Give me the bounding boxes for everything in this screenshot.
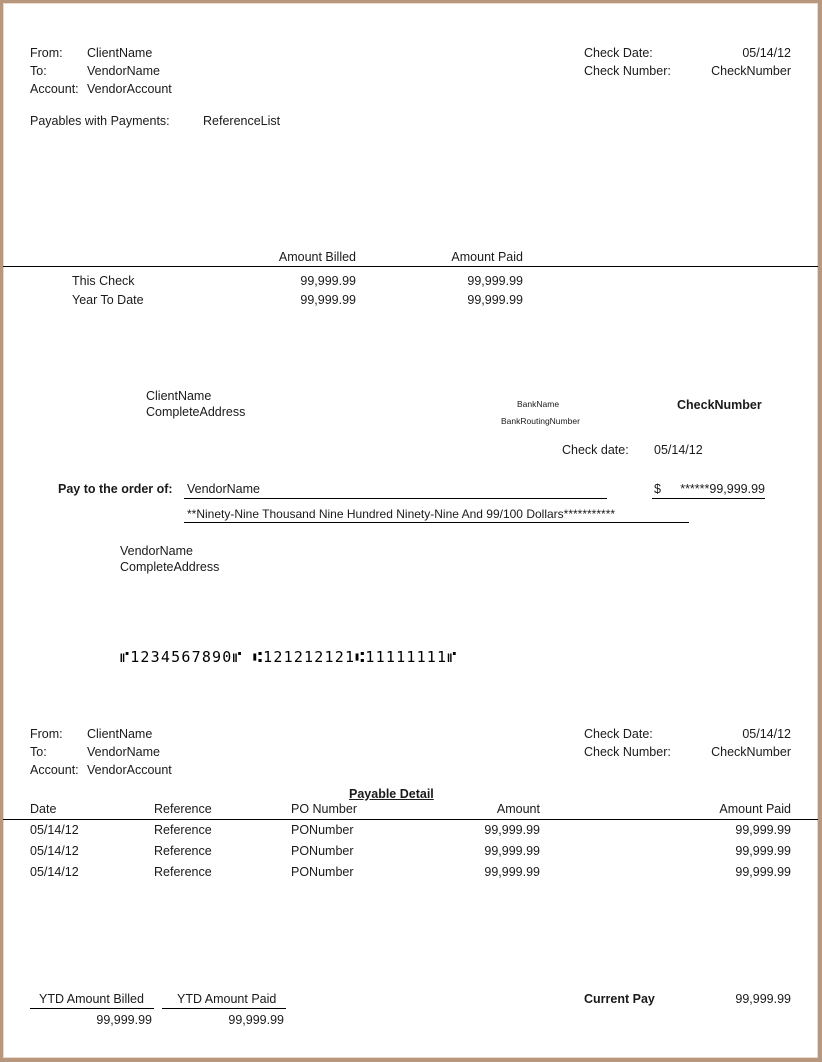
stub1-row-label: This Check: [72, 274, 135, 288]
stub1-row-billed: 99,999.99: [300, 274, 356, 288]
stub1-account-value: VendorAccount: [87, 82, 172, 96]
ytd-billed-rule: [30, 1008, 154, 1009]
payee-line: [184, 498, 607, 499]
detail-row-reference: Reference: [154, 823, 212, 837]
stub1-check-number-value: CheckNumber: [711, 64, 791, 78]
col-po-number: PO Number: [291, 802, 357, 816]
detail-row-reference: Reference: [154, 865, 212, 879]
stub1-row-billed: 99,999.99: [300, 293, 356, 307]
ytd-billed-value: 99,999.99: [96, 1013, 152, 1027]
stub1-payables-label: Payables with Payments:: [30, 114, 170, 128]
stub2-account-label: Account:: [30, 763, 79, 777]
detail-row-paid: 99,999.99: [735, 865, 791, 879]
check-payee-name: VendorName: [120, 544, 193, 558]
check-payee-address: CompleteAddress: [120, 560, 220, 574]
ytd-billed-label: YTD Amount Billed: [39, 992, 144, 1006]
stub1-header-rule: [3, 266, 818, 267]
ytd-paid-rule: [162, 1008, 286, 1009]
detail-row-date: 05/14/12: [30, 823, 79, 837]
stub1-check-number-label: Check Number:: [584, 64, 671, 78]
stub1-check-date-label: Check Date:: [584, 46, 653, 60]
stub2-check-date-label: Check Date:: [584, 727, 653, 741]
pay-to-label: Pay to the order of:: [58, 482, 173, 496]
stub2-check-date-value: 05/14/12: [742, 727, 791, 741]
detail-row-po: PONumber: [291, 823, 354, 837]
detail-header-rule: [3, 819, 818, 820]
detail-row-reference: Reference: [154, 844, 212, 858]
stub2-from-value: ClientName: [87, 727, 153, 741]
detail-row-po: PONumber: [291, 844, 354, 858]
stub1-check-date-value: 05/14/12: [742, 46, 791, 60]
ytd-paid-value: 99,999.99: [228, 1013, 284, 1027]
check-number: CheckNumber: [677, 398, 762, 412]
stub1-payables-value: ReferenceList: [203, 114, 281, 128]
col-amount-paid: Amount Paid: [719, 802, 791, 816]
stub1-col-amount-billed: Amount Billed: [278, 250, 356, 264]
detail-row-date: 05/14/12: [30, 844, 79, 858]
detail-row-paid: 99,999.99: [735, 844, 791, 858]
stub2-check-number-label: Check Number:: [584, 745, 671, 759]
check-payer-name: ClientName: [146, 389, 212, 403]
detail-row-amount: 99,999.99: [484, 823, 540, 837]
micr-line: ⑈1234567890⑈ ⑆121212121⑆11111111⑈: [120, 648, 458, 666]
stub1-account-label: Account:: [30, 82, 79, 96]
check-date-label: Check date:: [562, 443, 629, 457]
detail-row-paid: 99,999.99: [735, 823, 791, 837]
stub1-to-label: To:: [30, 64, 47, 78]
stub1-from-value: ClientName: [87, 46, 153, 60]
check-date-value: 05/14/12: [654, 443, 703, 457]
check-bank-name: BankName: [517, 399, 560, 409]
stub2-from-label: From:: [30, 727, 63, 741]
col-date: Date: [30, 802, 57, 816]
stub1-to-value: VendorName: [87, 64, 160, 78]
stub2-to-value: VendorName: [87, 745, 160, 759]
stub1-row-paid: 99,999.99: [467, 274, 523, 288]
stub1-row-paid: 99,999.99: [467, 293, 523, 307]
stub1-row-label: Year To Date: [72, 293, 144, 307]
check-bank-routing: BankRoutingNumber: [501, 416, 580, 426]
payable-detail-title: Payable Detail: [349, 787, 434, 801]
stub2-check-number-value: CheckNumber: [711, 745, 791, 759]
stub1-from-label: From:: [30, 46, 63, 60]
check-payer-address: CompleteAddress: [146, 405, 246, 419]
detail-row-po: PONumber: [291, 865, 354, 879]
col-reference: Reference: [154, 802, 212, 816]
amount-line: [652, 498, 765, 499]
stub2-to-label: To:: [30, 745, 47, 759]
col-amount: Amount: [496, 802, 540, 816]
current-pay-label: Current Pay: [584, 992, 655, 1006]
ytd-paid-label: YTD Amount Paid: [177, 992, 277, 1006]
amount-in-words: **Ninety-Nine Thousand Nine Hundred Ninety-Nine And 99/100 Dollars***********: [187, 507, 616, 521]
stub2-account-value: VendorAccount: [87, 763, 172, 777]
payee-name: VendorName: [187, 482, 260, 496]
amount-words-line: [184, 522, 689, 523]
detail-row-amount: 99,999.99: [484, 844, 540, 858]
current-pay-value: 99,999.99: [735, 992, 791, 1006]
stub1-col-amount-paid: Amount Paid: [451, 250, 523, 264]
check-amount: ******99,999.99: [680, 482, 765, 496]
dollar-sign: $: [654, 482, 661, 496]
detail-row-date: 05/14/12: [30, 865, 79, 879]
detail-row-amount: 99,999.99: [484, 865, 540, 879]
